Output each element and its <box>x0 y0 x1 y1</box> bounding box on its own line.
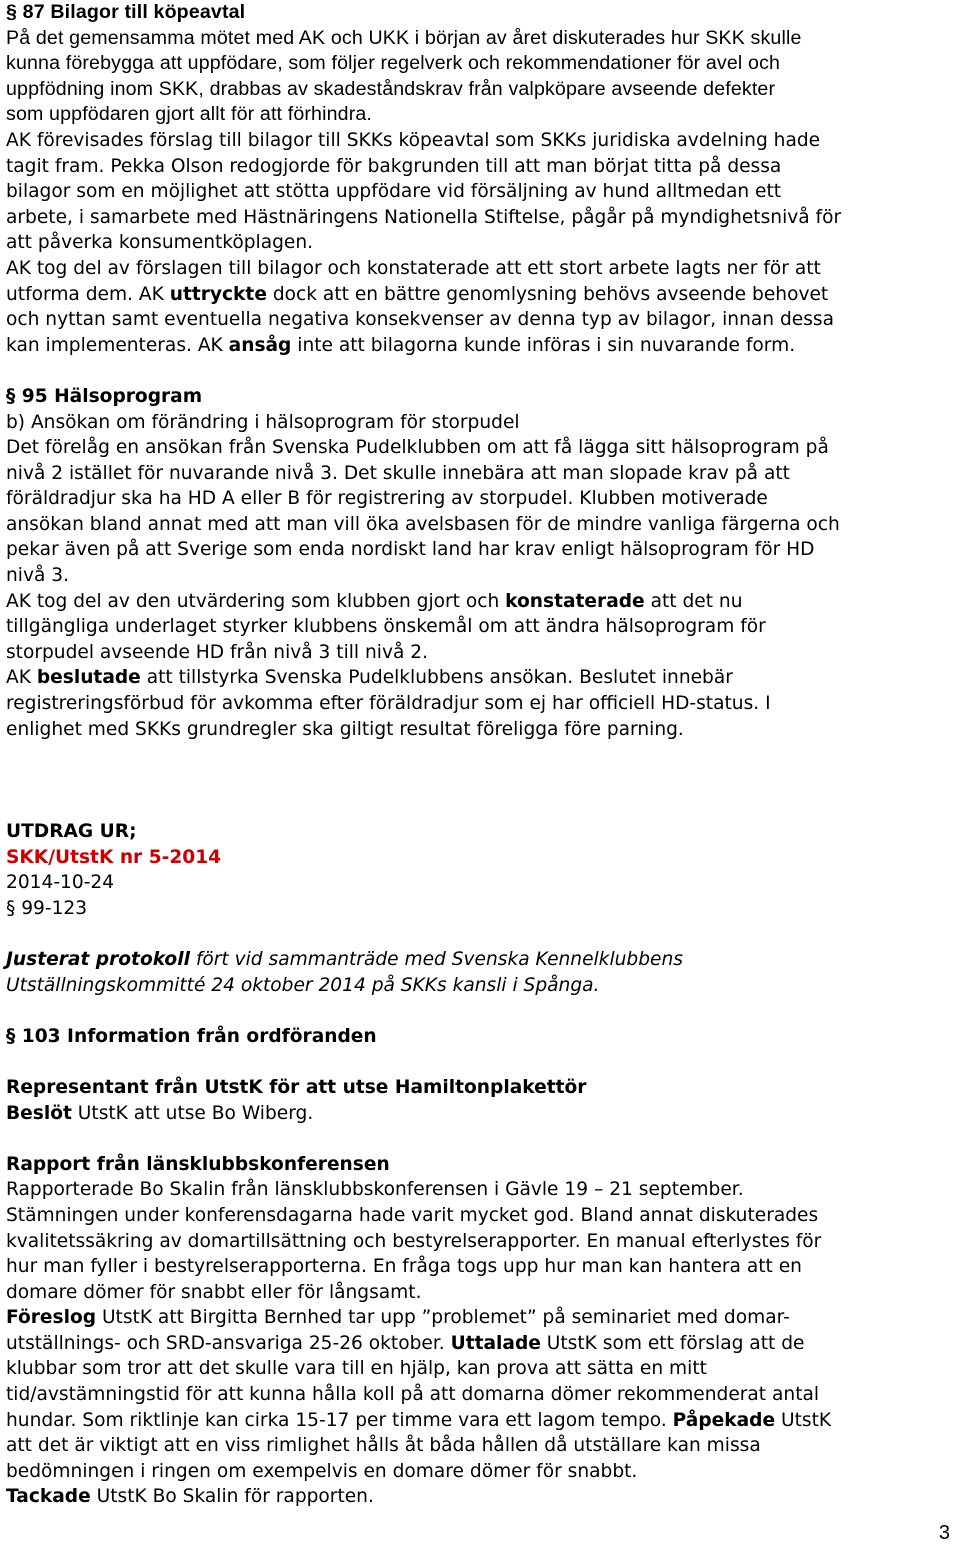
paragraph-line: nivå 3. <box>6 565 69 587</box>
paragraph-line: utforma dem. AK uttryckte dock att en bättre genomlysning behövs avseende behovet <box>6 283 829 305</box>
subheading: Rapport från länsklubbskonferensen <box>6 1153 390 1175</box>
page-number: 3 <box>938 1522 950 1544</box>
paragraph-line: AK tog del av förslagen till bilagor och konstaterade att ett stort arbete lagts ner för att <box>6 257 821 279</box>
paragraph-line: AK förevisades förslag till bilagor till SKKs köpeavtal som SKKs juridiska avdelning hade <box>6 129 821 151</box>
subheading: Representant från UtstK för att utse Hamiltonplakettör <box>6 1076 587 1098</box>
paragraph-line: föräldradjur ska ha HD A eller B för registrering av storpudel. Klubben motiverade <box>6 488 768 510</box>
section-95-heading: § 95 Hälsoprogram <box>6 385 203 407</box>
section-87 <box>6 0 958 358</box>
section-87-heading: § 87 Bilagor till köpeavtal <box>6 1 246 23</box>
paragraph-line: klubbar som tror att det skulle vara till en hjälp, kan prova att sätta en mitt <box>6 1358 707 1380</box>
paragraph-line: uppfödning inom SKK, drabbas av skadeståndskrav från valpköpare avseende defekter <box>6 77 776 100</box>
extract-date: 2014-10-24 <box>6 872 115 894</box>
subheading: b) Ansökan om förändring i hälsoprogram för storpudel <box>6 411 520 433</box>
emphasis: Föreslog <box>6 1307 97 1329</box>
emphasis: Tackade <box>6 1486 91 1508</box>
emphasis: uttryckte <box>169 283 267 305</box>
paragraph-line: AK beslutade att tillstyrka Svenska Pudelklubbens ansökan. Beslutet innebär <box>6 667 733 689</box>
paragraph-line: som uppfödaren gjort allt för att förhindra. <box>6 103 373 126</box>
emphasis: Justerat protokoll <box>6 948 190 970</box>
protocol-line: Justerat protokoll fört vid sammanträde med Svenska Kennelklubbens <box>6 948 683 970</box>
paragraph-line: registreringsförbud för avkomma efter föräldradjur som ej har officiell HD-status. I <box>6 693 771 715</box>
extract-header <box>6 819 958 998</box>
section-103-heading: § 103 Information från ordföranden <box>6 1025 377 1047</box>
extract-reference: SKK/UtstK nr 5-2014 <box>6 846 222 868</box>
paragraph-line: att påverka konsumentköplagen. <box>6 232 314 254</box>
section-103 <box>6 1024 958 1510</box>
paragraph-line: att det är viktigt att en viss rimlighet hålls åt båda hållen då utställare kan missa <box>6 1435 761 1457</box>
emphasis: Uttalade <box>450 1332 541 1354</box>
paragraph-line: arbete, i samarbete med Hästnäringens Nationella Stiftelse, pågår på myndighetsnivå för <box>6 206 842 228</box>
paragraph-line: enlighet med SKKs grundregler ska giltigt resultat föreligga före parning. <box>6 718 684 740</box>
emphasis: Beslöt <box>6 1102 72 1124</box>
paragraph-line: Tackade UtstK Bo Skalin för rapporten. <box>6 1486 374 1508</box>
paragraph-line: Stämningen under konferensdagarna hade varit mycket god. Bland annat diskuterades <box>6 1204 819 1226</box>
paragraph-line: AK tog del av den utvärdering som klubben gjort och konstaterade att det nu <box>6 590 743 612</box>
paragraph-line: Det förelåg en ansökan från Svenska Pudelklubben om att få lägga sitt hälsoprogram på <box>6 437 829 459</box>
paragraph-line: utställnings- och SRD-ansvariga 25-26 oktober. Uttalade UtstK som ett förslag att de <box>6 1332 805 1354</box>
paragraph-line: pekar även på att Sverige som enda nordiskt land har krav enligt hälsoprogram för HD <box>6 539 815 561</box>
paragraph-line: hundar. Som riktlinje kan cirka 15-17 per timme vara ett lagom tempo. Påpekade UtstK <box>6 1409 832 1431</box>
paragraph-line: bilagor som en möjlighet att stötta uppfödare vid försäljning av hund alltmedan ett <box>6 181 782 203</box>
paragraph-line: och nyttan samt eventuella negativa konsekvenser av denna typ av bilagor, innan dessa <box>6 309 834 331</box>
paragraph-line: domare dömer för snabbt eller för långsamt. <box>6 1281 422 1303</box>
paragraph-line: Beslöt UtstK att utse Bo Wiberg. <box>6 1102 314 1124</box>
paragraph-line: nivå 2 istället för nuvarande nivå 3. Det skulle innebära att man slopade krav på att <box>6 462 790 484</box>
extract-paragraphs: § 99-123 <box>6 897 88 919</box>
emphasis: ansåg <box>228 334 292 356</box>
paragraph-line: bedömningen i ringen om exempelvis en domare dömer för snabbt. <box>6 1460 638 1482</box>
paragraph-line: ansökan bland annat med att man vill öka avelsbasen för de mindre vanliga färgerna och <box>6 513 840 535</box>
paragraph-line: kunna förebygga att uppfödare, som följer regelverk och rekommendationer för avel och <box>6 52 781 75</box>
paragraph-line: tillgängliga underlaget styrker klubbens önskemål om att ändra hälsoprogram för <box>6 616 766 638</box>
paragraph-line: Rapporterade Bo Skalin från länsklubbskonferensen i Gävle 19 – 21 september. <box>6 1179 744 1201</box>
paragraph-line: storpudel avseende HD från nivå 3 till nivå 2. <box>6 641 428 663</box>
extract-title: UTDRAG UR; <box>6 821 137 843</box>
paragraph-line: tid/avstämningstid för att kunna hålla koll på att domarna dömer rekommenderat antal <box>6 1384 820 1406</box>
emphasis: Påpekade <box>672 1409 776 1431</box>
paragraph-line: kvalitetssäkring av domartillsättning och bestyrelserapporter. En manual efterlystes för <box>6 1230 822 1252</box>
document-page <box>6 0 958 1510</box>
protocol-line: Utställningskommitté 24 oktober 2014 på SKKs kansli i Spånga. <box>6 974 600 996</box>
paragraph-line: tagit fram. Pekka Olson redogjorde för bakgrunden till att man börjat titta på dessa <box>6 155 782 177</box>
emphasis: beslutade <box>36 667 141 689</box>
paragraph-line: kan implementeras. AK ansåg inte att bilagorna kunde införas i sin nuvarande form. <box>6 334 796 356</box>
emphasis: konstaterade <box>505 590 645 612</box>
paragraph-line: Föreslog UtstK att Birgitta Bernhed tar upp ”problemet” på seminariet med domar- <box>6 1307 790 1329</box>
paragraph-line: hur man fyller i bestyrelserapporterna. En fråga togs upp hur man kan hantera att en <box>6 1256 802 1278</box>
paragraph-line: På det gemensamma mötet med AK och UKK i början av året diskuterades hur SKK skulle <box>6 26 802 49</box>
section-95 <box>6 384 958 742</box>
